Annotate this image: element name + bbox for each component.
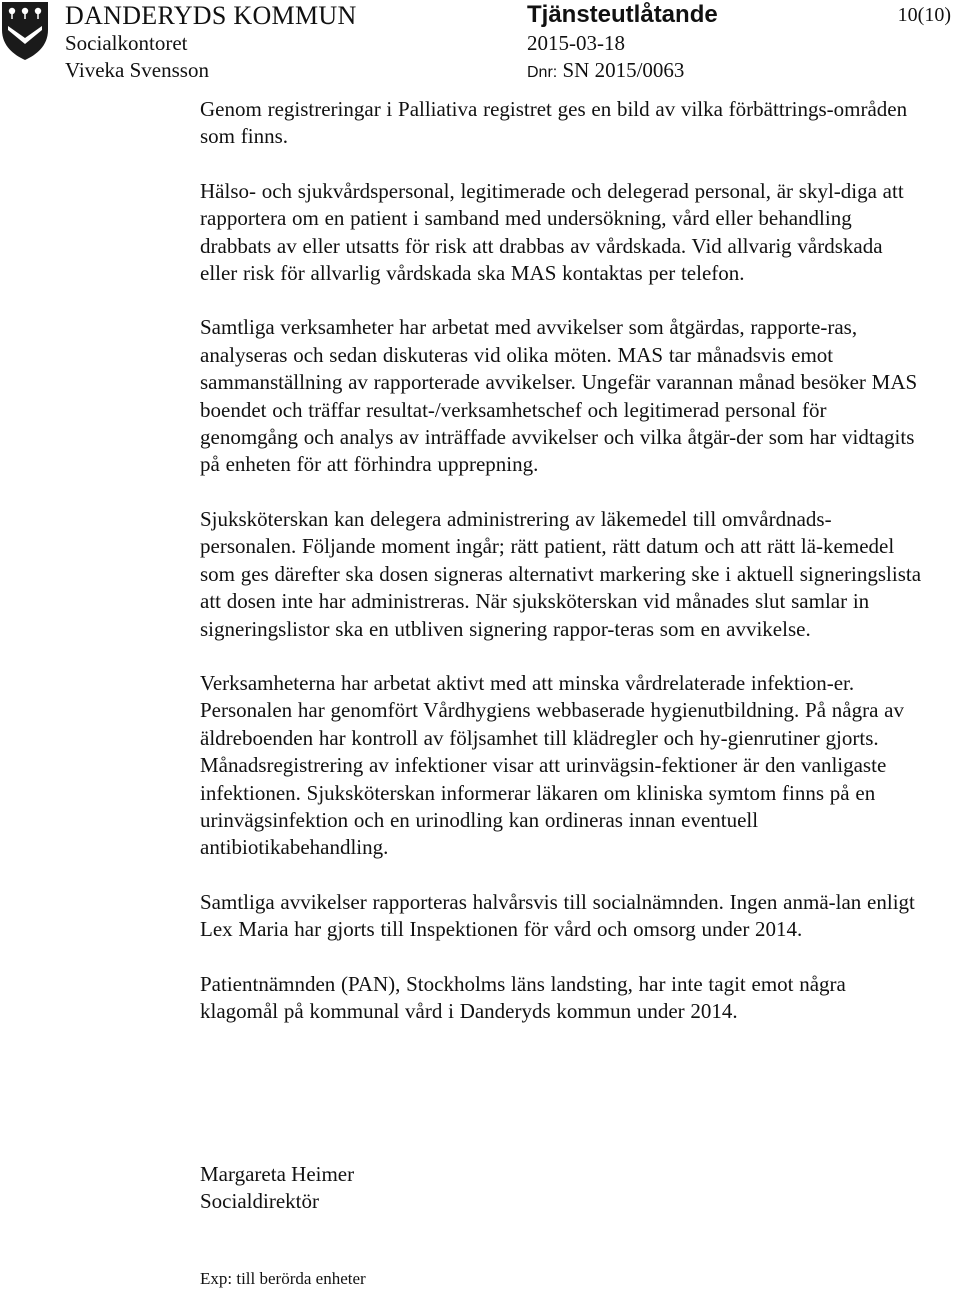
document-type: Tjänsteutlåtande — [527, 1, 718, 28]
dnr-value: SN 2015/0063 — [562, 58, 685, 82]
document-body — [200, 96, 922, 1052]
paragraph: Samtliga verksamheter har arbetat med avvikelser som åtgärdas, rapporte-ras, analyseras och sedan diskuteras vid olika möten. MAS tar månadsvis emot sammanställning av rapporterade avvikelser. Ungefär varannan månad besöker MAS boendet och träffar resultat-/verksamhetschef och legitimerad personal för genomgång och analys av inträffade avvikelser och vilka åtgär-der som har vidtagits på enheten för att förhindra upprepning. — [200, 315, 918, 477]
paragraph: Genom registreringar i Palliativa registret ges en bild av vilka förbättrings-områden som finns. — [200, 97, 908, 149]
page-number: 10(10) — [897, 4, 951, 26]
paragraph: Hälso- och sjukvårdspersonal, legitimerade och delegerad personal, är skyl-diga att rapportera om en patient i samband med undersökning, vård eller behandling drabbats av eller utsatts för risk att drabbas av vårdskada. Vid allvarig vårdskada eller risk för allvarlig vårdskada ska MAS kontaktas per telefon. — [200, 178, 904, 286]
dnr-label: Dnr: — [527, 64, 558, 81]
department-name: Socialkontoret — [65, 31, 188, 55]
paragraph: Verksamheterna har arbetat aktivt med att minska vårdrelaterade infektion-er. Personalen har genomfört Vårdhygiens webbaserade hygienutbildning. På några av äldreboenden har kontroll av följsamhet till klädregler och hy-gienrutiner gjorts. Månadsregistrering av infektioner visar att urinvägsin-fektioner är den vanligaste infektionen. Sjuksköterskan informerar läkaren om kliniska symtom finns på en urinvägsinfektion och en urinodling kan ordineras innan eventuell antibiotikabehandling. — [200, 670, 904, 860]
signature-block — [200, 1161, 354, 1215]
paragraph: Patientnämnden (PAN), Stockholms läns landsting, har inte tagit emot några klagomål på kommunal vård i Danderyds kommun under 2014. — [200, 971, 846, 1023]
document-date: 2015-03-18 — [527, 31, 625, 55]
paragraph: Sjuksköterskan kan delegera administrering av läkemedel till omvårdnads-personalen. Följande moment ingår; rätt patient, rätt datum och att rätt lä-kemedel som ges därefter ska dosen signeras alternativt markering ske i aktuell signeringslista att dosen inte har administreras. När sjuksköterskan vid månades slut samlar in signeringslistor ska en utbliven signering rappor-teras som en avvikelse. — [200, 506, 922, 641]
registration-number — [527, 58, 684, 83]
signatory-title: Socialdirektör — [200, 1189, 319, 1213]
organization-name: DANDERYDS KOMMUN — [65, 1, 357, 30]
author-name: Viveka Svensson — [65, 58, 209, 82]
coat-of-arms-logo-icon — [0, 0, 50, 62]
paragraph: Samtliga avvikelser rapporteras halvårsvis till socialnämnden. Ingen anmä-lan enligt Lex Maria har gjorts till Inspektionen för vård och omsorg under 2014. — [200, 889, 915, 942]
distribution-note: Exp: till berörda enheter — [200, 1269, 366, 1288]
signatory-name: Margareta Heimer — [200, 1162, 355, 1186]
